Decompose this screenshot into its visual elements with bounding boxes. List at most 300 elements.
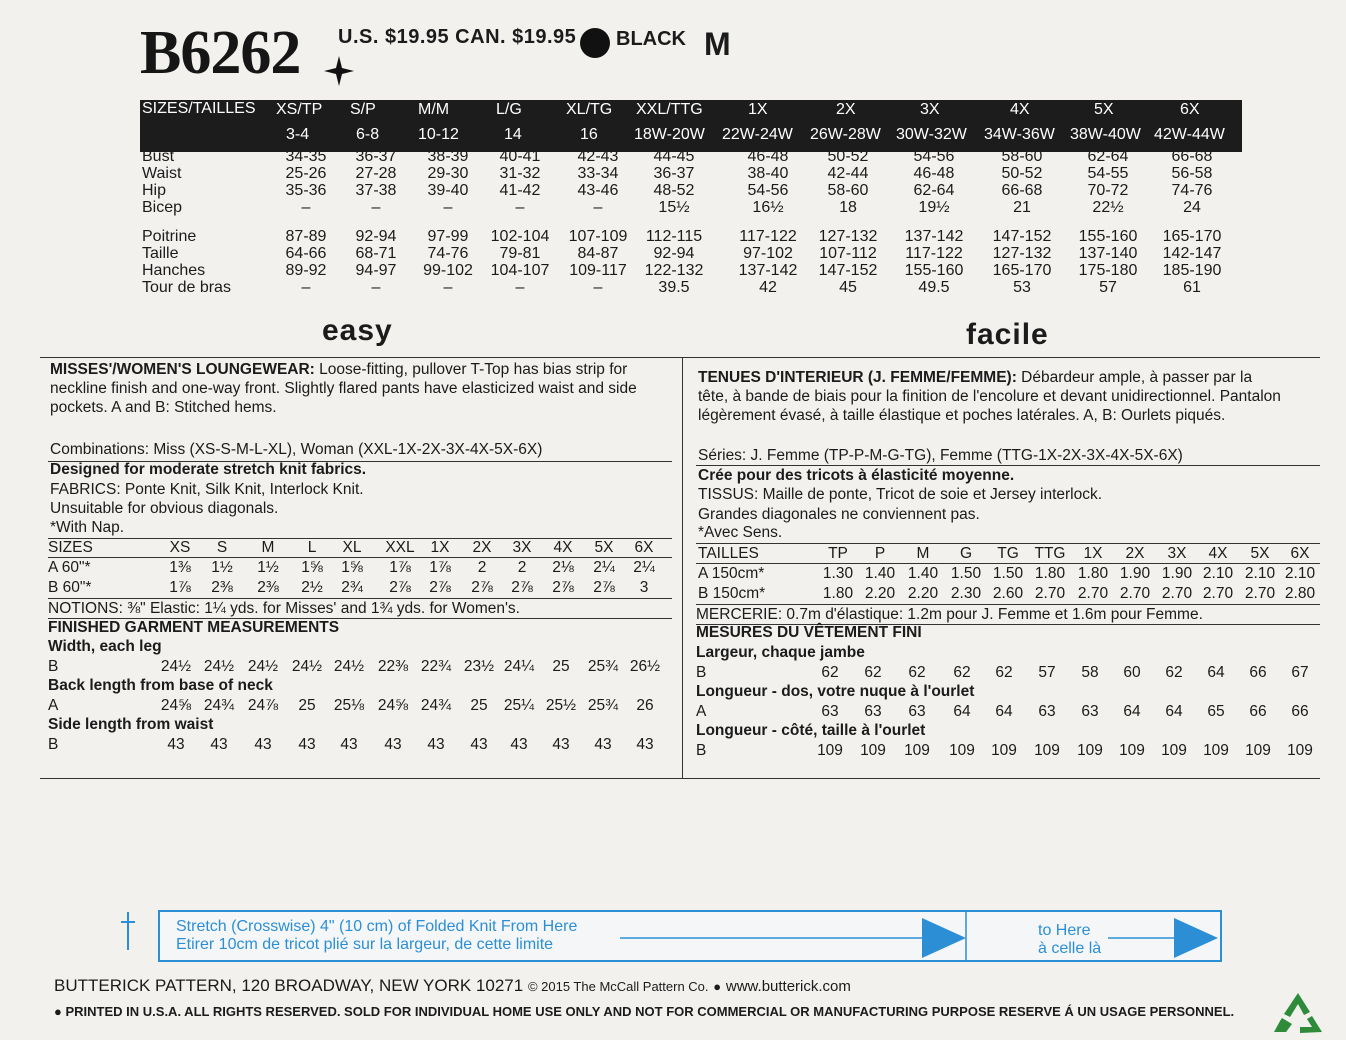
size-number: 14 bbox=[504, 126, 522, 143]
french-fabrics: TISSUS: Maille de ponte, Tricot de soie et Jersey interlock. bbox=[698, 486, 1103, 503]
measurement-value: 175-180 bbox=[1078, 262, 1138, 279]
finished-measure-title: Side length from waist bbox=[48, 716, 214, 733]
finished-measure-value: 64 bbox=[953, 703, 971, 720]
finished-measure-value: 22¾ bbox=[420, 658, 452, 675]
measurement-value: 39.5 bbox=[658, 279, 690, 296]
measurement-value: 165-170 bbox=[1162, 228, 1222, 245]
measurement-value: 54-56 bbox=[913, 148, 955, 165]
yardage-cell: 2.70 bbox=[1244, 585, 1276, 602]
measurement-value: 185-190 bbox=[1162, 262, 1222, 279]
finished-measure-value: 25⅛ bbox=[333, 697, 365, 714]
measurement-value: – bbox=[515, 199, 525, 216]
yardage-header-cell: M bbox=[916, 545, 930, 562]
measurement-value: 66-68 bbox=[1171, 148, 1213, 165]
finished-measure-view: A bbox=[48, 697, 59, 714]
finished-measure-value: 62 bbox=[1165, 664, 1183, 681]
yardage-cell: 2.20 bbox=[864, 585, 896, 602]
bullet-icon: ● bbox=[54, 1004, 62, 1019]
measurement-label: Tour de bras bbox=[142, 279, 231, 296]
finished-measure-value: 22⅜ bbox=[377, 658, 409, 675]
finished-measure-value: 109 bbox=[991, 742, 1017, 759]
finished-measure-value: 63 bbox=[864, 703, 882, 720]
dagger-icon bbox=[118, 912, 138, 952]
french-desc-line: légèrement évasé, à taille élastique et poches latérales. A, B: Ourlets piqués. bbox=[698, 407, 1226, 424]
yardage-cell: 2¼ bbox=[593, 559, 615, 576]
finished-measure-value: 63 bbox=[908, 703, 926, 720]
yardage-header-cell: XXL bbox=[385, 539, 415, 556]
measurement-value: 107-112 bbox=[819, 245, 877, 262]
yardage-header-cell: M bbox=[261, 539, 275, 556]
yardage-cell: 2⅞ bbox=[389, 579, 411, 596]
measurement-label: Poitrine bbox=[142, 228, 197, 245]
measurement-value: 74-76 bbox=[1171, 182, 1213, 199]
english-finished-title: FINISHED GARMENT MEASUREMENTS bbox=[48, 619, 340, 636]
price: U.S. $19.95 CAN. $19.95 bbox=[338, 26, 577, 48]
finished-measure-value: 64 bbox=[1123, 703, 1141, 720]
finished-measure-value: 63 bbox=[1081, 703, 1099, 720]
yardage-cell: 3 bbox=[639, 579, 649, 596]
finished-measure-value: 62 bbox=[953, 664, 971, 681]
measurement-label: Bicep bbox=[142, 199, 183, 216]
finished-measure-value: 24⅝ bbox=[160, 697, 192, 714]
measurement-value: 41-42 bbox=[499, 182, 541, 199]
finished-measure-value: 43 bbox=[298, 736, 316, 753]
to-here-label: to Here bbox=[1038, 922, 1091, 939]
publisher-address: BUTTERICK PATTERN, 120 BROADWAY, NEW YORK 10271 bbox=[54, 976, 524, 995]
finished-measure-value: 62 bbox=[864, 664, 882, 681]
measurement-value: 36-37 bbox=[355, 148, 397, 165]
size-label: XL/TG bbox=[566, 101, 613, 118]
finished-measure-value: 43 bbox=[167, 736, 185, 753]
size-label: 1X bbox=[748, 101, 768, 118]
finished-measure-value: 58 bbox=[1081, 664, 1099, 681]
website: www.butterick.com bbox=[725, 978, 851, 995]
yardage-cell: 2⅞ bbox=[511, 579, 533, 596]
yardage-header-cell: TAILLES bbox=[698, 545, 759, 562]
finished-measure-value: 24⅝ bbox=[377, 697, 409, 714]
measurement-value: – bbox=[371, 199, 381, 216]
finished-measure-value: 24¼ bbox=[503, 658, 535, 675]
measurement-value: 127-132 bbox=[992, 245, 1052, 262]
copyright: © 2015 The McCall Pattern Co. bbox=[527, 979, 709, 994]
measurement-value: 64-66 bbox=[285, 245, 327, 262]
size-label: M/M bbox=[418, 101, 450, 118]
divider-bottom bbox=[40, 778, 1320, 779]
yardage-cell: 1.80 bbox=[822, 585, 854, 602]
color-label: BLACK bbox=[616, 28, 686, 50]
size-number: 3-4 bbox=[286, 126, 310, 143]
yardage-header-cell: TP bbox=[828, 545, 848, 562]
finished-measure-value: 109 bbox=[1119, 742, 1145, 759]
measurement-value: 165-170 bbox=[992, 262, 1052, 279]
yardage-cell: 1.40 bbox=[907, 565, 939, 582]
size-number: 18W-20W bbox=[634, 126, 705, 143]
size-number: 38W-40W bbox=[1070, 126, 1141, 143]
french-notions: MERCERIE: 0.7m d'élastique: 1.2m pour J. Femme et 1.6m pour Femme. bbox=[696, 606, 1203, 623]
yardage-cell: 2½ bbox=[301, 579, 323, 596]
measurement-value: 22½ bbox=[1092, 199, 1124, 216]
finished-measure-value: 43 bbox=[384, 736, 402, 753]
size-label: L/G bbox=[496, 101, 522, 118]
french-desc-line: tête, à bande de biais pour la finition de l'encolure et devant unidirectionnel. Pantalon bbox=[698, 388, 1281, 405]
yardage-cell: 2⅜ bbox=[211, 579, 233, 596]
measurement-value: 50-52 bbox=[827, 148, 869, 165]
size-chart-header bbox=[140, 100, 1242, 152]
divider-vertical bbox=[682, 357, 683, 779]
measurement-value: 70-72 bbox=[1087, 182, 1129, 199]
finished-measure-value: 24½ bbox=[160, 658, 192, 675]
measurement-value: 102-104 bbox=[490, 228, 550, 245]
finished-measure-value: 64 bbox=[995, 703, 1013, 720]
measurement-value: 137-142 bbox=[738, 262, 798, 279]
size-label: XS/TP bbox=[276, 101, 323, 118]
yardage-cell: 2⅞ bbox=[429, 579, 451, 596]
measurement-value: 44-45 bbox=[653, 148, 695, 165]
measurement-value: 89-92 bbox=[285, 262, 327, 279]
finished-measure-title: Back length from base of neck bbox=[48, 677, 273, 694]
measurement-label: Waist bbox=[142, 165, 182, 182]
finished-measure-value: 43 bbox=[552, 736, 570, 753]
finished-measure-view: B bbox=[48, 658, 59, 675]
to-here-label-fr: à celle là bbox=[1038, 940, 1102, 957]
french-description bbox=[698, 368, 1281, 425]
measurement-value: 27-28 bbox=[355, 165, 397, 182]
finished-measure-value: 25¼ bbox=[503, 697, 535, 714]
measurement-value: 127-132 bbox=[818, 228, 878, 245]
yardage-cell: 1⅝ bbox=[301, 559, 323, 576]
size-number: 26W-28W bbox=[810, 126, 881, 143]
yardage-header-cell: L bbox=[307, 539, 317, 556]
measurement-value: 58-60 bbox=[1001, 148, 1043, 165]
measurement-value: 42 bbox=[759, 279, 777, 296]
yardage-header-cell: G bbox=[959, 545, 973, 562]
measurement-value: 87-89 bbox=[285, 228, 327, 245]
measurement-value: 68-71 bbox=[355, 245, 397, 262]
measurement-value: 35-36 bbox=[285, 182, 327, 199]
finished-measure-value: 24⅞ bbox=[247, 697, 279, 714]
size-number: 22W-24W bbox=[722, 126, 793, 143]
measurement-value: – bbox=[593, 199, 603, 216]
yardage-header-cell: P bbox=[874, 545, 886, 562]
english-desc-line: neckline finish and one-way front. Slightly flared pants have elasticized waist and side bbox=[50, 380, 637, 397]
yardage-header-cell: 1X bbox=[1083, 545, 1103, 562]
yardage-cell: 1.40 bbox=[864, 565, 896, 582]
yardage-header-cell: 6X bbox=[634, 539, 654, 556]
english-description bbox=[50, 360, 637, 417]
size-label: 3X bbox=[920, 101, 940, 118]
color-dot-icon bbox=[580, 28, 610, 58]
finished-measure-value: 63 bbox=[1038, 703, 1056, 720]
finished-measure-value: 66 bbox=[1291, 703, 1309, 720]
yardage-header-cell: TG bbox=[997, 545, 1019, 562]
finished-measure-value: 25¾ bbox=[587, 658, 619, 675]
measurement-value: 21 bbox=[1013, 199, 1031, 216]
measurement-value: 107-109 bbox=[568, 228, 628, 245]
finished-measure-view: B bbox=[696, 664, 707, 681]
measurement-value: 38-39 bbox=[427, 148, 469, 165]
yardage-row-label: A 150cm* bbox=[698, 565, 765, 582]
finished-measure-value: 64 bbox=[1207, 664, 1225, 681]
yardage-cell: 2⅞ bbox=[552, 579, 574, 596]
yardage-header-cell: SIZES bbox=[48, 539, 93, 556]
yardage-cell: 1⅝ bbox=[341, 559, 363, 576]
rule bbox=[696, 563, 1320, 564]
yardage-header-cell: 2X bbox=[472, 539, 492, 556]
yardage-cell: 2.70 bbox=[1119, 585, 1151, 602]
finished-measure-value: 43 bbox=[594, 736, 612, 753]
stretch-gauge bbox=[158, 910, 1222, 962]
stretch-gauge-line2: Etirer 10cm de tricot plié sur la largeur, de cette limite bbox=[176, 936, 554, 953]
measurement-value: 46-48 bbox=[747, 148, 789, 165]
size-label: 6X bbox=[1180, 101, 1200, 118]
english-fabrics: FABRICS: Ponte Knit, Silk Knit, Interlock Knit. bbox=[50, 481, 364, 498]
rights-text: PRINTED IN U.S.A. ALL RIGHTS RESERVED. SOLD FOR INDIVIDUAL HOME USE ONLY AND NOT FOR COMMERCIAL OR MANUFACTURING PURPOSE RESERVE Á UN USAGE PERSONNEL. bbox=[65, 1004, 1235, 1019]
measurement-value: 62-64 bbox=[913, 182, 955, 199]
finished-measure-value: 24¾ bbox=[203, 697, 235, 714]
measurement-value: 112-115 bbox=[645, 228, 703, 245]
measurement-value: 57 bbox=[1099, 279, 1117, 296]
size-number: 30W-32W bbox=[896, 126, 967, 143]
yardage-cell: 1⅜ bbox=[169, 559, 191, 576]
yardage-cell: 2⅜ bbox=[257, 579, 279, 596]
finished-measure-value: 24¾ bbox=[420, 697, 452, 714]
measurement-value: 38-40 bbox=[747, 165, 789, 182]
recycle-icon bbox=[1272, 990, 1324, 1036]
measurement-label: Hip bbox=[142, 182, 167, 199]
size-label: S/P bbox=[350, 101, 376, 118]
measurement-value: 92-94 bbox=[355, 228, 397, 245]
finished-measure-title: Longueur - dos, votre nuque à l'ourlet bbox=[696, 683, 975, 700]
yardage-cell: 2.70 bbox=[1077, 585, 1109, 602]
measurement-value: 34-35 bbox=[285, 148, 327, 165]
yardage-cell: 1½ bbox=[257, 559, 279, 576]
measurement-value: – bbox=[515, 279, 525, 296]
finished-measure-value: 25 bbox=[298, 697, 316, 714]
yardage-header-cell: S bbox=[216, 539, 228, 556]
yardage-cell: 2.10 bbox=[1244, 565, 1276, 582]
yardage-cell: 2.80 bbox=[1284, 585, 1316, 602]
finished-measure-view: A bbox=[696, 703, 707, 720]
yardage-header-cell: 2X bbox=[1125, 545, 1145, 562]
finished-measure-title: Width, each leg bbox=[48, 638, 162, 655]
size-number: 6-8 bbox=[356, 126, 380, 143]
measurement-value: 155-160 bbox=[1078, 228, 1138, 245]
french-unsuitable: Grandes diagonales ne conviennent pas. bbox=[698, 506, 980, 523]
pattern-number: B6262 bbox=[140, 19, 301, 87]
finished-measure-value: 62 bbox=[995, 664, 1013, 681]
measurement-value: 104-107 bbox=[490, 262, 550, 279]
measurement-value: 39-40 bbox=[427, 182, 469, 199]
french-combinations: Séries: J. Femme (TP-P-M-G-TG), Femme (TTG-1X-2X-3X-4X-5X-6X) bbox=[698, 447, 1183, 464]
measurement-value: 29-30 bbox=[427, 165, 469, 182]
measurement-value: – bbox=[443, 279, 453, 296]
rule bbox=[48, 557, 672, 558]
measurement-value: 137-142 bbox=[904, 228, 964, 245]
measurement-value: 58-60 bbox=[827, 182, 869, 199]
arrow-right-icon bbox=[1174, 918, 1218, 958]
finished-measure-value: 43 bbox=[254, 736, 272, 753]
finished-measure-value: 24½ bbox=[247, 658, 279, 675]
yardage-cell: 1⅞ bbox=[389, 559, 411, 576]
measurement-value: 142-147 bbox=[1162, 245, 1222, 262]
measurement-label: Hanches bbox=[142, 262, 206, 279]
measurement-value: 99-102 bbox=[423, 262, 473, 279]
yardage-cell: 1⅞ bbox=[429, 559, 451, 576]
yardage-cell: 1½ bbox=[211, 559, 233, 576]
size-number: 42W-44W bbox=[1154, 126, 1225, 143]
yardage-header-cell: 5X bbox=[594, 539, 614, 556]
measurement-value: 46-48 bbox=[913, 165, 955, 182]
measurement-value: 147-152 bbox=[992, 228, 1052, 245]
measurement-value: 117-122 bbox=[905, 245, 963, 262]
measurement-value: 54-55 bbox=[1087, 165, 1129, 182]
yardage-cell: 1.80 bbox=[1077, 565, 1109, 582]
measurement-value: – bbox=[301, 279, 311, 296]
finished-measure-value: 24½ bbox=[291, 658, 323, 675]
finished-measure-title: Longueur - côté, taille à l'ourlet bbox=[696, 722, 926, 739]
size-label: 5X bbox=[1094, 101, 1114, 118]
measurement-value: 122-132 bbox=[644, 262, 704, 279]
finished-measure-value: 25¾ bbox=[587, 697, 619, 714]
measurement-value: – bbox=[301, 199, 311, 216]
yardage-cell: 2.10 bbox=[1202, 565, 1234, 582]
size-label: 4X bbox=[1010, 101, 1030, 118]
yardage-cell: 2⅞ bbox=[593, 579, 615, 596]
yardage-cell: 2.70 bbox=[1034, 585, 1066, 602]
measurement-label: Bust bbox=[142, 148, 175, 165]
english-nap: *With Nap. bbox=[50, 519, 125, 536]
bullet-icon: ● bbox=[713, 979, 722, 994]
measurement-value: 42-44 bbox=[827, 165, 869, 182]
measurement-value: 43-46 bbox=[577, 182, 619, 199]
measurement-value: – bbox=[443, 199, 453, 216]
measurement-value: 25-26 bbox=[285, 165, 327, 182]
finished-measure-value: 23½ bbox=[463, 658, 495, 675]
size-number: 34W-36W bbox=[984, 126, 1055, 143]
measurement-value: 37-38 bbox=[355, 182, 397, 199]
finished-measure-title: Largeur, chaque jambe bbox=[696, 644, 865, 661]
yardage-cell: 1⅞ bbox=[169, 579, 191, 596]
rights-line bbox=[54, 1004, 1234, 1019]
measurement-value: 62-64 bbox=[1087, 148, 1129, 165]
measurement-value: 36-37 bbox=[653, 165, 695, 182]
finished-measure-value: 109 bbox=[949, 742, 975, 759]
yardage-cell: 2¼ bbox=[633, 559, 655, 576]
size-number: 16 bbox=[580, 126, 598, 143]
finished-measure-value: 109 bbox=[1034, 742, 1060, 759]
finished-measure-value: 43 bbox=[636, 736, 654, 753]
size-letter: M bbox=[704, 26, 731, 62]
yardage-cell: 2.20 bbox=[907, 585, 939, 602]
finished-measure-value: 43 bbox=[510, 736, 528, 753]
size-label: XXL/TTG bbox=[636, 101, 703, 118]
measurement-value: 74-76 bbox=[427, 245, 469, 262]
finished-measure-view: B bbox=[48, 736, 59, 753]
measurement-value: 48-52 bbox=[653, 182, 695, 199]
measurement-value: 147-152 bbox=[818, 262, 878, 279]
yardage-row-label: A 60"* bbox=[48, 559, 91, 576]
finished-measure-value: 66 bbox=[1249, 664, 1267, 681]
yardage-header-cell: 3X bbox=[512, 539, 532, 556]
measurement-value: 155-160 bbox=[904, 262, 964, 279]
finished-measure-value: 57 bbox=[1038, 664, 1056, 681]
measurement-value: 49.5 bbox=[918, 279, 950, 296]
yardage-header-cell: 6X bbox=[1290, 545, 1310, 562]
divider-top bbox=[40, 357, 1320, 358]
measurement-value: 84-87 bbox=[577, 245, 619, 262]
french-desc-line: Débardeur ample, à passer par la bbox=[1016, 369, 1253, 386]
measurement-value: 97-102 bbox=[743, 245, 793, 262]
yardage-cell: 1.90 bbox=[1161, 565, 1193, 582]
level-easy: easy bbox=[322, 314, 393, 347]
english-combinations: Combinations: Miss (XS-S-M-L-XL), Woman (XXL-1X-2X-3X-4X-5X-6X) bbox=[50, 441, 543, 458]
french-finished-title: MESURES DU VÊTEMENT FINI bbox=[696, 624, 922, 641]
measurement-value: 61 bbox=[1183, 279, 1201, 296]
finished-measure-value: 109 bbox=[860, 742, 886, 759]
french-desc-title: TENUES D'INTERIEUR (J. FEMME/FEMME): bbox=[698, 369, 1017, 386]
finished-measure-value: 109 bbox=[1245, 742, 1271, 759]
yardage-cell: 2.30 bbox=[950, 585, 982, 602]
yardage-header-cell: 4X bbox=[1208, 545, 1228, 562]
finished-measure-value: 109 bbox=[1077, 742, 1103, 759]
finished-measure-value: 62 bbox=[908, 664, 926, 681]
yardage-cell: 2¾ bbox=[341, 579, 363, 596]
size-label: 2X bbox=[836, 101, 856, 118]
measurement-value: 19½ bbox=[918, 199, 950, 216]
finished-measure-value: 43 bbox=[470, 736, 488, 753]
finished-measure-value: 24½ bbox=[203, 658, 235, 675]
yardage-row-label: B 60"* bbox=[48, 579, 92, 596]
measurement-value: 54-56 bbox=[747, 182, 789, 199]
measurement-value: 137-140 bbox=[1078, 245, 1138, 262]
publisher-line bbox=[54, 976, 851, 996]
finished-measure-value: 25 bbox=[470, 697, 488, 714]
yardage-header-cell: 5X bbox=[1250, 545, 1270, 562]
measurement-value: 31-32 bbox=[499, 165, 541, 182]
measurement-value: 56-58 bbox=[1171, 165, 1213, 182]
yardage-cell: 1.30 bbox=[822, 565, 854, 582]
measurement-value: 79-81 bbox=[499, 245, 541, 262]
size-number: 10-12 bbox=[418, 126, 459, 143]
yardage-cell: 1.80 bbox=[1034, 565, 1066, 582]
finished-measure-value: 64 bbox=[1165, 703, 1183, 720]
yardage-cell: 2⅞ bbox=[471, 579, 493, 596]
finished-measure-value: 109 bbox=[1203, 742, 1229, 759]
arrow-right-icon bbox=[922, 918, 966, 958]
english-desc-line: Loose-fitting, pullover T-Top has bias strip for bbox=[314, 361, 628, 378]
finished-measure-value: 43 bbox=[427, 736, 445, 753]
finished-measure-value: 67 bbox=[1291, 664, 1309, 681]
finished-measure-value: 109 bbox=[904, 742, 930, 759]
measurement-value: 66-68 bbox=[1001, 182, 1043, 199]
measurement-value: 16½ bbox=[752, 199, 784, 216]
english-desc-title: MISSES'/WOMEN'S LOUNGEWEAR: bbox=[50, 361, 315, 378]
english-notions: NOTIONS: ⅜" Elastic: 1¼ yds. for Misses' and 1¾ yds. for Women's. bbox=[48, 600, 520, 617]
english-desc-line: pockets. A and B: Stitched hems. bbox=[50, 399, 277, 416]
measurement-value: 117-122 bbox=[739, 228, 797, 245]
finished-measure-value: 62 bbox=[821, 664, 839, 681]
finished-measure-value: 25½ bbox=[545, 697, 577, 714]
finished-measure-value: 109 bbox=[1287, 742, 1313, 759]
french-designed: Crée pour des tricots à élasticité moyenne. bbox=[698, 467, 1015, 484]
yardage-cell: 2⅛ bbox=[552, 559, 574, 576]
yardage-header-cell: 3X bbox=[1167, 545, 1187, 562]
measurement-value: 18 bbox=[839, 199, 857, 216]
stretch-gauge-line1: Stretch (Crosswise) 4" (10 cm) of Folded Knit From Here bbox=[176, 918, 578, 935]
finished-measure-value: 26 bbox=[636, 697, 654, 714]
finished-measure-value: 26½ bbox=[629, 658, 661, 675]
size-chart-header-label: SIZES/TAILLES bbox=[142, 100, 256, 117]
